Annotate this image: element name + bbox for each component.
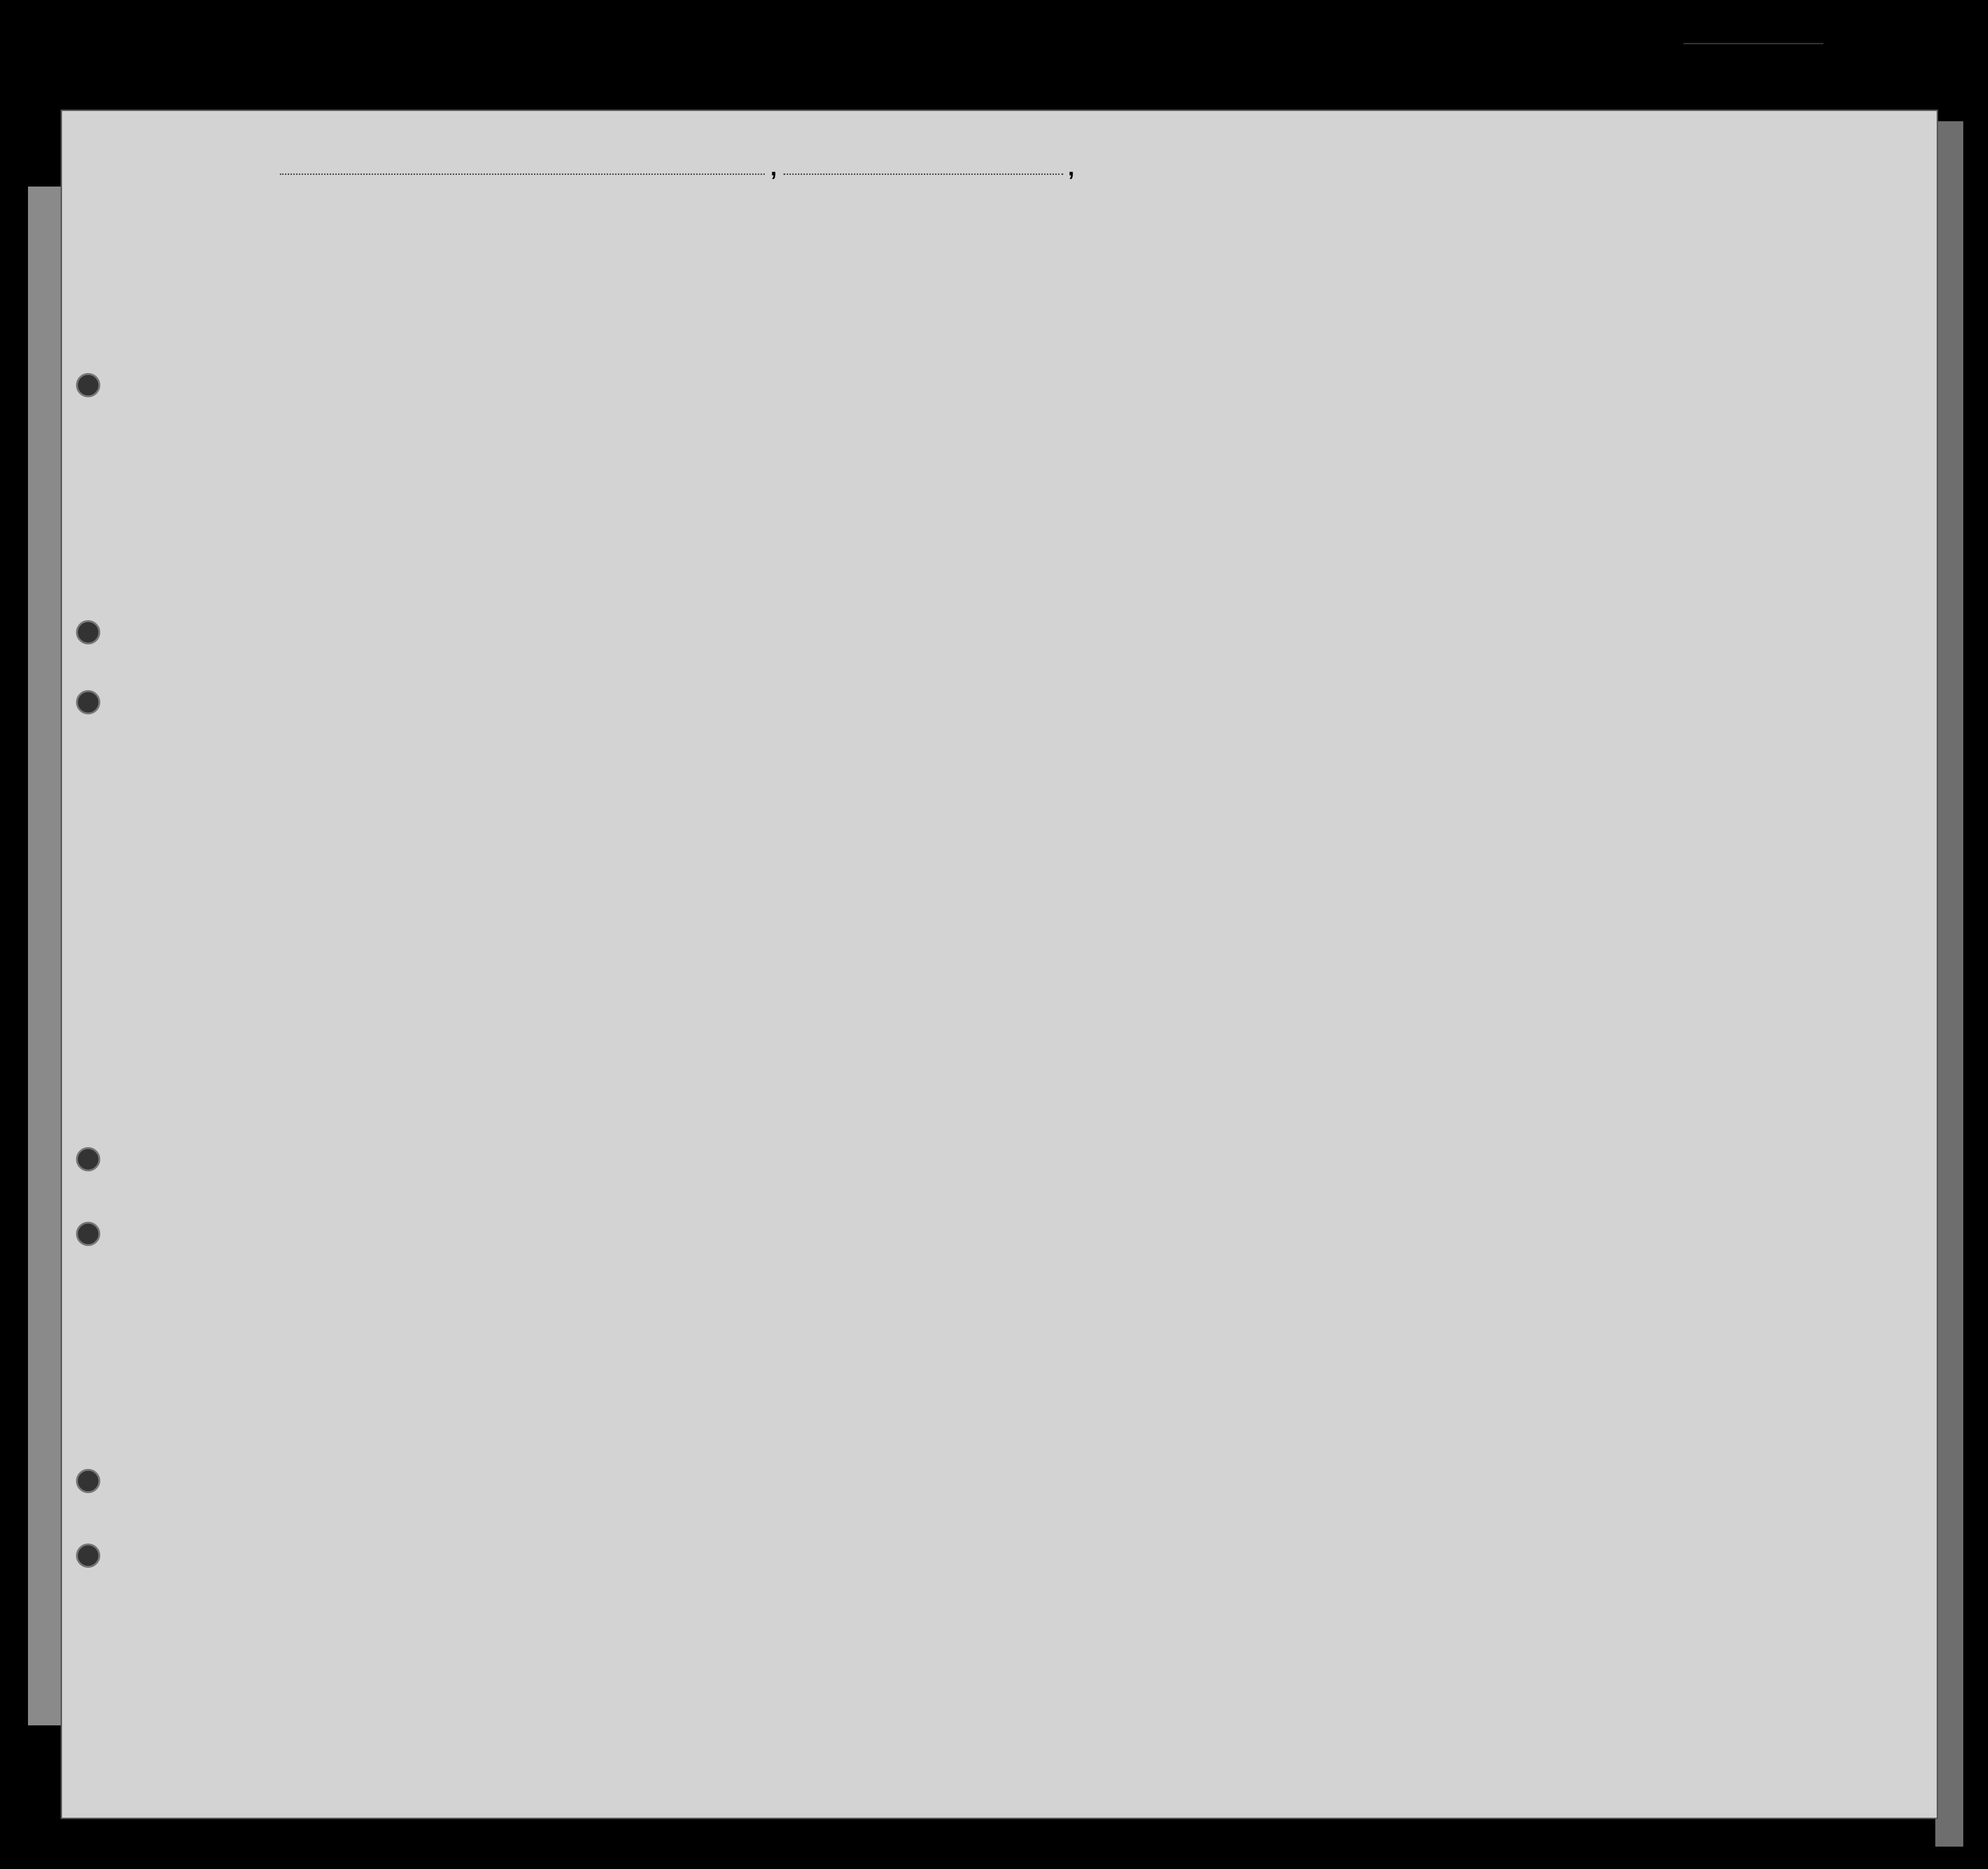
comma: ,	[1068, 154, 1074, 180]
header-polygamist	[1302, 345, 1316, 476]
header-inches	[1626, 424, 1637, 466]
header-citizen	[1222, 361, 1245, 478]
header-fifty-dollars	[697, 326, 720, 480]
header-anarchist	[1325, 345, 1339, 476]
header-intend-return	[1117, 361, 1150, 478]
header-overthrow	[1347, 345, 1379, 476]
comma: ,	[770, 154, 777, 180]
header-prison	[1255, 345, 1274, 476]
header-ticket	[578, 326, 606, 466]
header-feet	[1604, 434, 1615, 466]
header-labor-offer	[1392, 345, 1424, 476]
header-deported	[1442, 345, 1461, 476]
header-length-of-stay	[1180, 361, 1203, 478]
